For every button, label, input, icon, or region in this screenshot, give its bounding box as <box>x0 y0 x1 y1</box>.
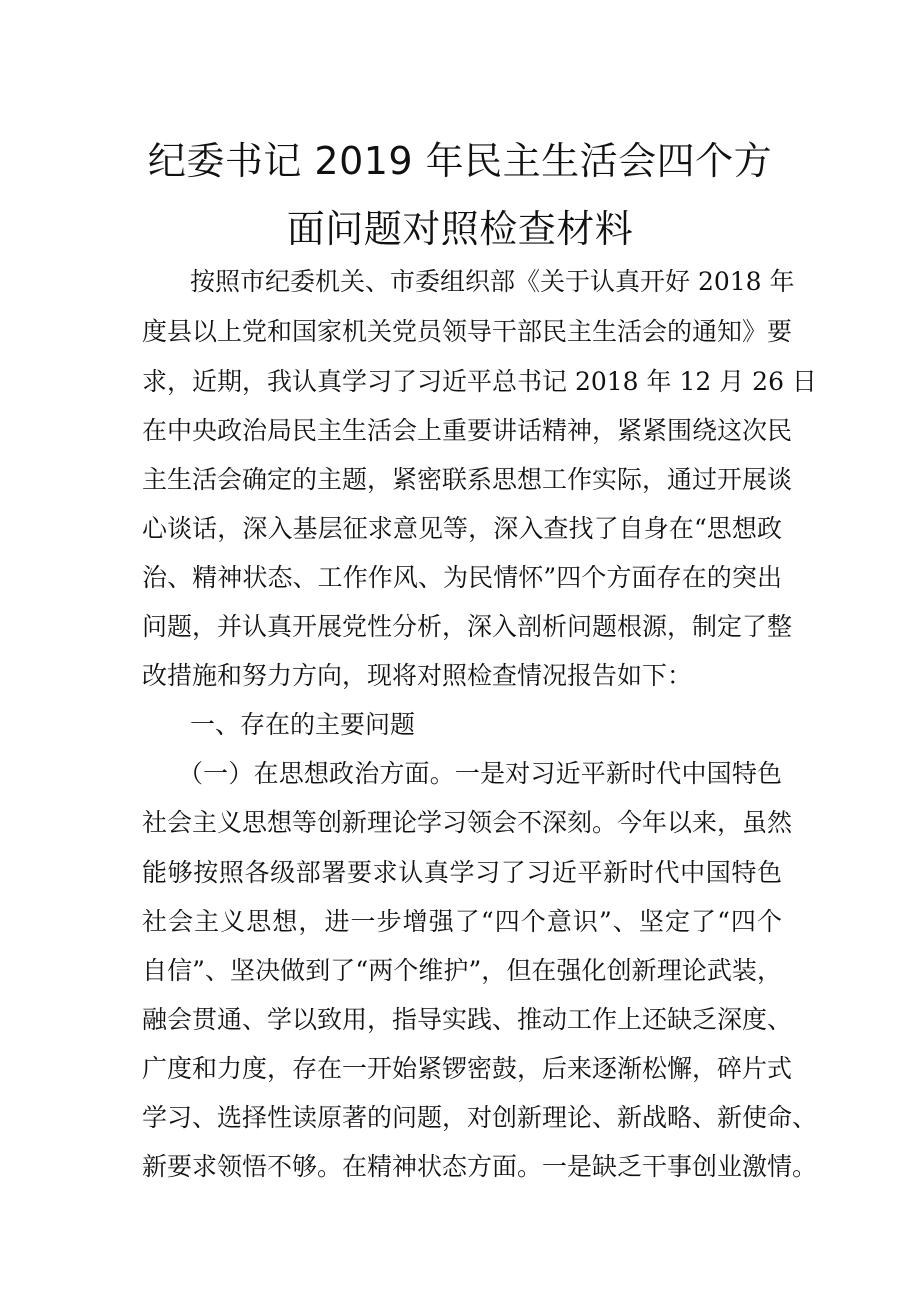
body-line-16: 融会贯通、学以致用，指导实践、推动工作上还缺乏深度、 <box>142 1005 793 1034</box>
body-line-18: 学习、选择性读原著的问题，对创新理论、新战略、新使命、 <box>142 1103 818 1132</box>
body-line-4: 在中央政治局民主生活会上重要讲话精神，紧紧围绕这次民 <box>142 416 793 445</box>
body-line-2: 度县以上党和国家机关党员领导干部民主生活会的通知》要 <box>142 317 793 346</box>
document-title-line-1: 纪委书记 2019 年民主生活会四个方 <box>147 139 773 183</box>
body-line-5: 主生活会确定的主题，紧密联系思想工作实际，通过开展谈 <box>142 465 793 494</box>
body-line-12: 社会主义思想等创新理论学习领会不深刻。今年以来，虽然 <box>142 808 793 837</box>
body-line-9: 改措施和努力方向，现将对照检查情况报告如下： <box>142 661 693 690</box>
body-line-19: 新要求领悟不够。在精神状态方面。一是缺乏干事创业激情。 <box>142 1152 818 1181</box>
body-line-1: 按照市纪委机关、市委组织部《关于认真开好 2018 年 <box>190 267 795 296</box>
document-title-line-2: 面问题对照检查材料 <box>286 207 634 251</box>
section-heading: 一、存在的主要问题 <box>190 710 416 739</box>
body-line-14: 社会主义思想，进一步增强了“四个意识”、坚定了“四个 <box>142 907 782 936</box>
body-line-13: 能够按照各级部署要求认真学习了习近平新时代中国特色 <box>142 858 782 887</box>
body-line-11: （一）在思想政治方面。一是对习近平新时代中国特色 <box>178 759 782 788</box>
body-line-7: 治、精神状态、工作作风、为民情怀”四个方面存在的突出 <box>142 563 782 592</box>
body-line-17: 广度和力度，存在一开始紧锣密鼓，后来逐渐松懈，碎片式 <box>142 1054 793 1083</box>
body-line-6: 心谈话，深入基层征求意见等，深入查找了自身在“思想政 <box>142 514 782 543</box>
body-line-8: 问题，并认真开展党性分析，深入剖析问题根源，制定了整 <box>142 612 793 641</box>
body-line-15: 自信”、坚决做到了“两个维护”，但在强化创新理论武装， <box>142 956 782 985</box>
body-line-3: 求，近期，我认真学习了习近平总书记 2018 年 12 月 26 日 <box>142 367 817 396</box>
